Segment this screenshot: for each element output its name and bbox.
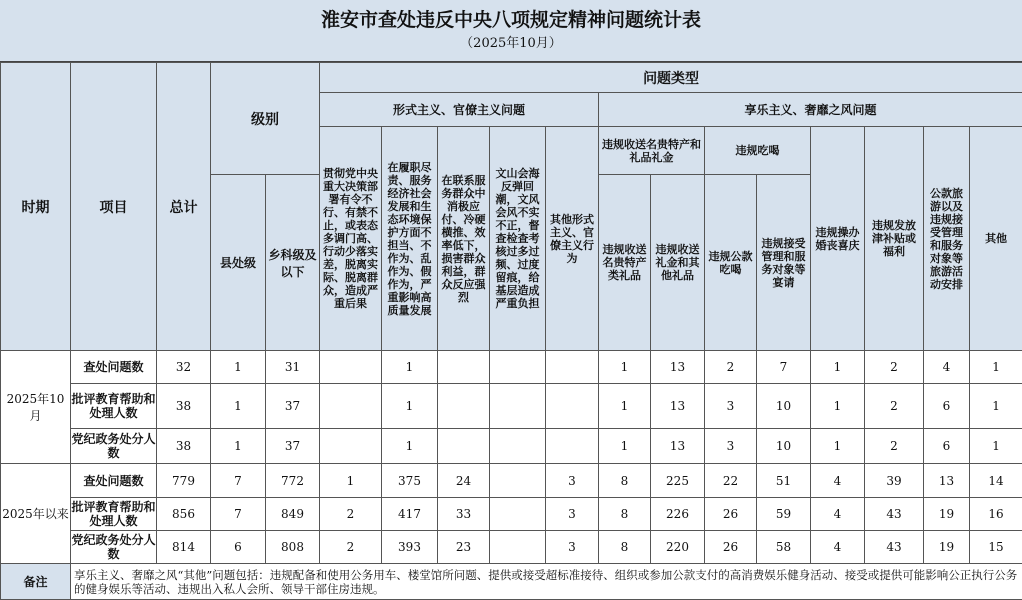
header-item: 项目 — [71, 63, 157, 351]
table-row — [1, 351, 1022, 384]
header-gifts: 违规收送名贵特产和礼品礼金 — [599, 127, 705, 175]
value-cell: 39 — [865, 464, 924, 498]
value-cell: 1 — [599, 351, 651, 384]
note-label: 备注 — [1, 564, 71, 600]
value-cell: 8 — [599, 464, 651, 498]
value-cell — [546, 351, 599, 384]
header-formalism-2: 在履职尽责、服务经济社会发展和生态环境保护方面不担当、不作为、乱作为、假作为，严重影响高质量发展 — [382, 127, 438, 351]
value-cell: 22 — [705, 464, 757, 498]
value-cell: 1 — [970, 384, 1022, 429]
value-cell: 32 — [157, 351, 211, 384]
value-cell: 10 — [757, 429, 811, 464]
value-cell: 16 — [970, 498, 1022, 531]
value-cell — [490, 531, 546, 564]
value-cell: 6 — [211, 531, 266, 564]
value-cell: 13 — [651, 429, 705, 464]
value-cell: 4 — [924, 351, 970, 384]
value-cell: 43 — [865, 498, 924, 531]
value-cell: 14 — [970, 464, 1022, 498]
header-period: 时期 — [1, 63, 71, 351]
value-cell: 8 — [599, 531, 651, 564]
header-dining: 违规吃喝 — [705, 127, 811, 175]
value-cell: 10 — [757, 384, 811, 429]
value-cell — [320, 429, 382, 464]
value-cell: 1 — [811, 351, 865, 384]
table-row — [1, 531, 1022, 564]
value-cell — [546, 384, 599, 429]
value-cell: 1 — [811, 429, 865, 464]
value-cell: 3 — [546, 464, 599, 498]
statistics-table — [0, 62, 1022, 600]
value-cell: 1 — [599, 429, 651, 464]
value-cell: 1 — [970, 429, 1022, 464]
value-cell: 3 — [705, 429, 757, 464]
value-cell: 226 — [651, 498, 705, 531]
value-cell: 38 — [157, 384, 211, 429]
value-cell — [546, 429, 599, 464]
period-cell: 2025年以来 — [1, 464, 71, 564]
value-cell: 772 — [266, 464, 320, 498]
value-cell: 19 — [924, 498, 970, 531]
value-cell: 1 — [382, 351, 438, 384]
header-township: 乡科级及以下 — [266, 175, 320, 351]
header-level: 级别 — [211, 63, 320, 175]
value-cell: 1 — [211, 429, 266, 464]
value-cell: 24 — [438, 464, 490, 498]
value-cell: 2 — [865, 429, 924, 464]
value-cell — [438, 384, 490, 429]
value-cell — [320, 384, 382, 429]
header-gifts-2: 违规收送礼金和其他礼品 — [651, 175, 705, 351]
page-subtitle: （2025年10月） — [460, 36, 562, 51]
header-dining-1: 违规公款吃喝 — [705, 175, 757, 351]
title-block — [0, 0, 1022, 62]
header-county: 县处级 — [211, 175, 266, 351]
period-cell: 2025年10月 — [1, 351, 71, 464]
value-cell: 375 — [382, 464, 438, 498]
value-cell: 393 — [382, 531, 438, 564]
value-cell: 2 — [865, 351, 924, 384]
value-cell: 1 — [320, 464, 382, 498]
header-formalism-5: 其他形式主义、官僚主义行为 — [546, 127, 599, 351]
value-cell: 2 — [320, 498, 382, 531]
value-cell: 31 — [266, 351, 320, 384]
value-cell: 225 — [651, 464, 705, 498]
value-cell: 2 — [865, 384, 924, 429]
value-cell: 814 — [157, 531, 211, 564]
value-cell — [438, 351, 490, 384]
header-hedonism-3: 违规操办婚丧喜庆 — [811, 127, 865, 351]
value-cell: 13 — [924, 464, 970, 498]
value-cell: 15 — [970, 531, 1022, 564]
value-cell — [490, 464, 546, 498]
row-label: 党纪政务处分人数 — [71, 531, 157, 564]
header-formalism-1: 贯彻党中央重大决策部署有令不行、有禁不止，或表态多调门高、行动少落实差，脱离实际、脱离群众，造成严重后果 — [320, 127, 382, 351]
value-cell: 4 — [811, 531, 865, 564]
row-label: 批评教育帮助和处理人数 — [71, 498, 157, 531]
value-cell: 808 — [266, 531, 320, 564]
value-cell: 2 — [320, 531, 382, 564]
value-cell: 37 — [266, 384, 320, 429]
header-hedonism-4: 违规发放津补贴或福利 — [865, 127, 924, 351]
value-cell: 38 — [157, 429, 211, 464]
row-label: 查处问题数 — [71, 351, 157, 384]
value-cell: 6 — [924, 384, 970, 429]
data-body — [1, 351, 1022, 564]
value-cell: 1 — [970, 351, 1022, 384]
value-cell: 51 — [757, 464, 811, 498]
value-cell: 417 — [382, 498, 438, 531]
value-cell: 6 — [924, 429, 970, 464]
value-cell — [490, 498, 546, 531]
value-cell: 4 — [811, 498, 865, 531]
value-cell: 1 — [382, 429, 438, 464]
value-cell: 1 — [211, 351, 266, 384]
header-formalism-3: 在联系服务群众中消极应付、冷硬横推、效率低下，损害群众利益，群众反应强烈 — [438, 127, 490, 351]
value-cell: 4 — [811, 464, 865, 498]
value-cell: 26 — [705, 531, 757, 564]
value-cell: 37 — [266, 429, 320, 464]
value-cell: 1 — [811, 384, 865, 429]
value-cell: 26 — [705, 498, 757, 531]
value-cell: 1 — [211, 384, 266, 429]
value-cell: 58 — [757, 531, 811, 564]
value-cell: 19 — [924, 531, 970, 564]
header-problem-type: 问题类型 — [320, 63, 1022, 93]
value-cell: 7 — [757, 351, 811, 384]
value-cell — [490, 429, 546, 464]
value-cell: 779 — [157, 464, 211, 498]
value-cell: 33 — [438, 498, 490, 531]
page-title: 淮安市查处违反中央八项规定精神问题统计表 — [320, 9, 701, 31]
value-cell: 13 — [651, 384, 705, 429]
value-cell — [438, 429, 490, 464]
table-row — [1, 384, 1022, 429]
value-cell: 3 — [546, 498, 599, 531]
header-formalism: 形式主义、官僚主义问题 — [320, 93, 599, 127]
value-cell: 220 — [651, 531, 705, 564]
table-row — [1, 464, 1022, 498]
value-cell: 849 — [266, 498, 320, 531]
header-hedonism: 享乐主义、奢靡之风问题 — [599, 93, 1022, 127]
header-dining-2: 违规接受管理和服务对象等宴请 — [757, 175, 811, 351]
value-cell: 1 — [382, 384, 438, 429]
row-label: 党纪政务处分人数 — [71, 429, 157, 464]
header-gifts-1: 违规收送名贵特产类礼品 — [599, 175, 651, 351]
value-cell — [490, 384, 546, 429]
value-cell: 43 — [865, 531, 924, 564]
value-cell — [490, 351, 546, 384]
value-cell: 8 — [599, 498, 651, 531]
table-row — [1, 429, 1022, 464]
header-hedonism-6: 其他 — [970, 127, 1022, 351]
value-cell: 23 — [438, 531, 490, 564]
value-cell: 1 — [599, 384, 651, 429]
note-text: 享乐主义、奢靡之风“其他”问题包括：违规配备和使用公务用车、楼堂馆所问题、提供或接受超标准接待、组织或参加公款支付的高消费娱乐健身活动、接受或提供可能影响公正执行公务的健身娱乐等活动、违规出入私人会所、领导干部住房违规。 — [71, 564, 1022, 600]
row-label: 查处问题数 — [71, 464, 157, 498]
value-cell: 7 — [211, 464, 266, 498]
value-cell: 856 — [157, 498, 211, 531]
header-total: 总计 — [157, 63, 211, 351]
value-cell: 59 — [757, 498, 811, 531]
value-cell: 7 — [211, 498, 266, 531]
header-hedonism-5: 公款旅游以及违规接受管理和服务对象等旅游活动安排 — [924, 127, 970, 351]
value-cell: 2 — [705, 351, 757, 384]
table-row — [1, 498, 1022, 531]
value-cell: 3 — [705, 384, 757, 429]
value-cell: 13 — [651, 351, 705, 384]
row-label: 批评教育帮助和处理人数 — [71, 384, 157, 429]
value-cell — [320, 351, 382, 384]
value-cell: 3 — [546, 531, 599, 564]
header-formalism-4: 文山会海反弹回潮，文风会风不实不正，督查检查考核过多过频、过度留痕，给基层造成严重负担 — [490, 127, 546, 351]
